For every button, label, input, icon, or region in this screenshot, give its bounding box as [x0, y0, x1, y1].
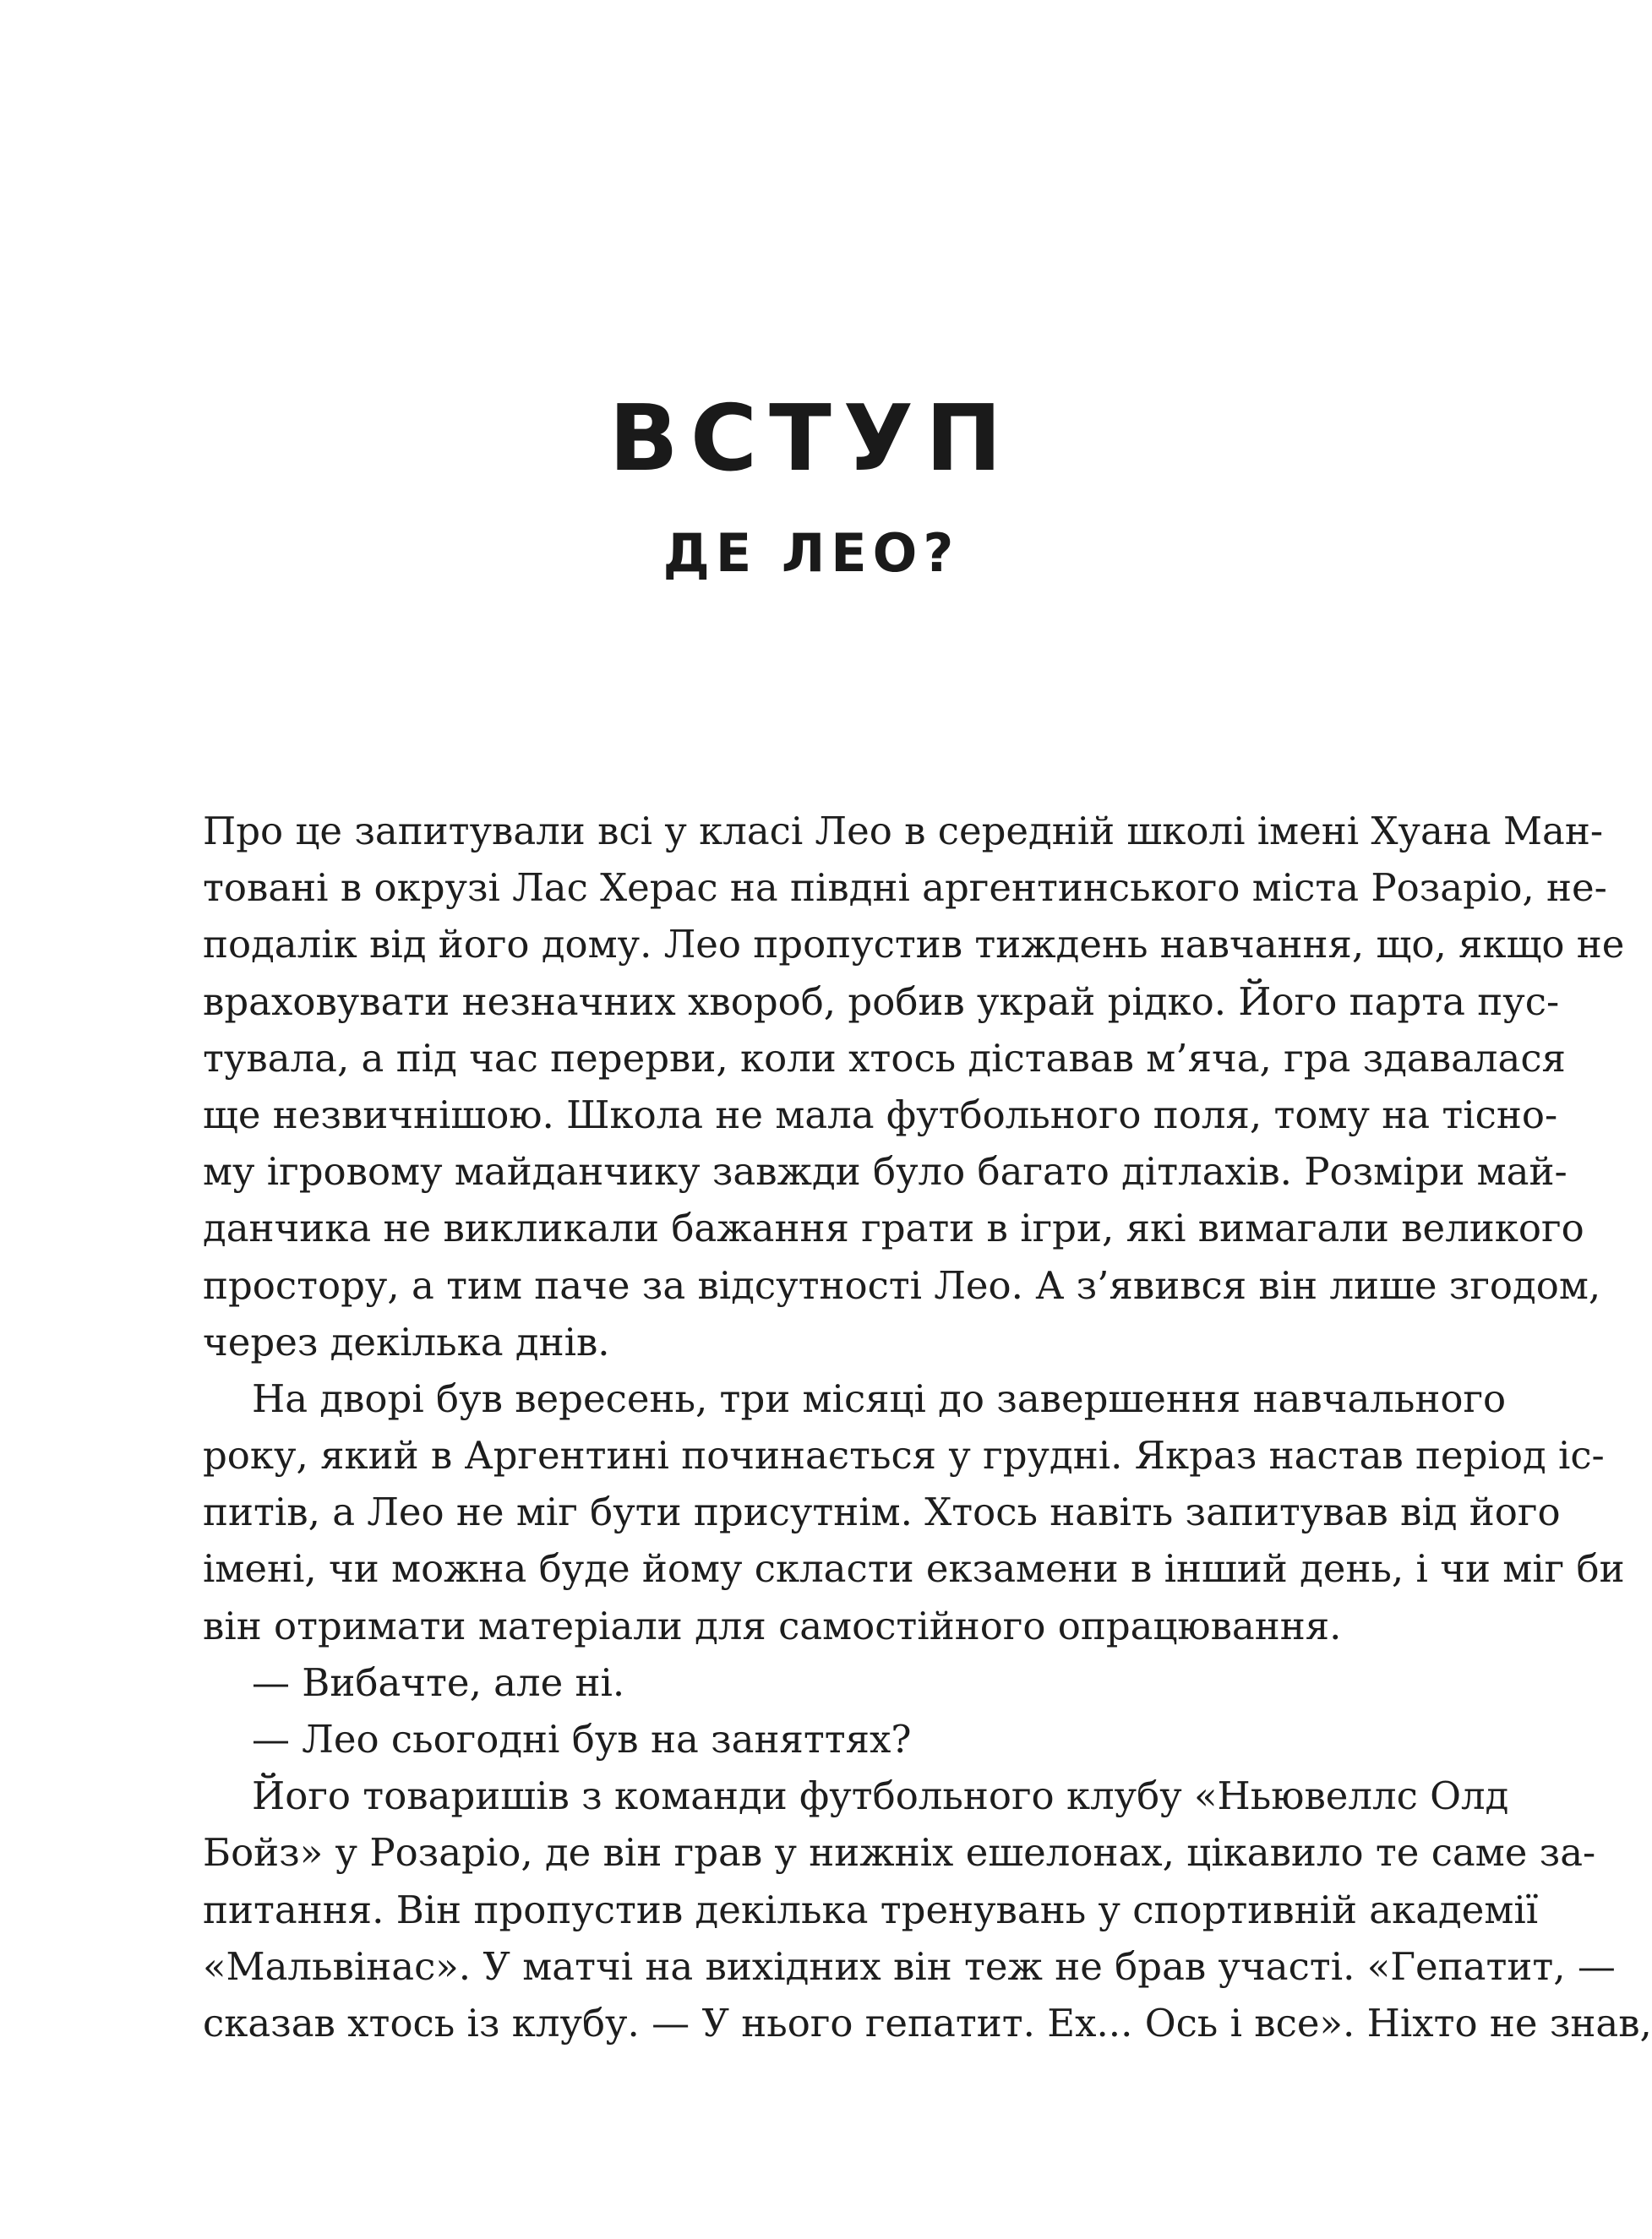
chapter-subtitle: ДЕ ЛЕО? [662, 522, 960, 584]
text-line: питання. Він пропустив декілька тренувань у спортивній академії [203, 1887, 1539, 1932]
text-line: ще незвичнішою. Школа не мала футбольного поля, тому на тісно- [203, 1092, 1558, 1137]
text-line: сказав хтось із клубу. — У нього гепатит. Ех... Ось і все». Ніхто не знав, [203, 2000, 1652, 2046]
text-line: року, який в Аргентині починається у грудні. Якраз настав період іс- [203, 1433, 1605, 1479]
text-line: данчика не викликали бажання грати в ігри, які вимагали великого [203, 1206, 1584, 1251]
paragraph [203, 803, 1625, 1370]
text-line: — Вибачте, але ні. [252, 1659, 625, 1705]
paragraph [203, 1370, 1625, 1654]
text-line: Бойз» у Розаріо, де він грав у нижніх ешелонах, цікавило те саме за- [203, 1830, 1596, 1876]
text-line: «Мальвінас». У матчі на вихідних він теж не брав участі. «Гепатит, — [203, 1943, 1616, 1989]
text-line: простору, а тим паче за відсутності Лео. А з’явився він лише згодом, [203, 1262, 1601, 1308]
text-line: він отримати матеріали для самостійного опрацювання. [203, 1603, 1342, 1648]
text-line: Його товаришів з команди футбольного клубу «Ньювеллс Олд [252, 1773, 1509, 1819]
text-line: питів, а Лео не міг бути присутнім. Хтось навіть запитував від його [203, 1490, 1561, 1535]
text-line: Про це запитували всі у класі Лео в середній школі імені Хуана Ман- [203, 809, 1604, 853]
text-line: враховувати незначних хвороб, робив украй рідко. Його парта пус- [203, 978, 1560, 1024]
text-line: — Лео сьогодні був на заняттях? [252, 1717, 912, 1762]
dialogue-line [203, 1654, 1420, 1711]
text-line: товані в окрузі Лас Херас на півдні аргентинського міста Розаріо, не- [203, 865, 1607, 911]
dialogue-line [203, 1711, 1420, 1768]
paragraph [203, 1768, 1652, 2051]
body-text [203, 803, 1652, 2051]
chapter-title: ВСТУП [608, 386, 1014, 492]
text-line: тувала, а під час перерви, коли хтось діставав м’яча, гра здавалася [203, 1035, 1566, 1081]
text-line: подалік від його дому. Лео пропустив тиждень навчання, що, якщо не [203, 922, 1625, 967]
text-line: На дворі був вересень, три місяці до завершення навчального [252, 1376, 1507, 1421]
text-line: му ігровому майданчику завжди було багато дітлахів. Розміри май- [203, 1149, 1567, 1195]
text-line: через декілька днів. [203, 1319, 610, 1365]
text-line: імені, чи можна буде йому скласти екзамени в інший день, і чи міг би [203, 1546, 1625, 1592]
